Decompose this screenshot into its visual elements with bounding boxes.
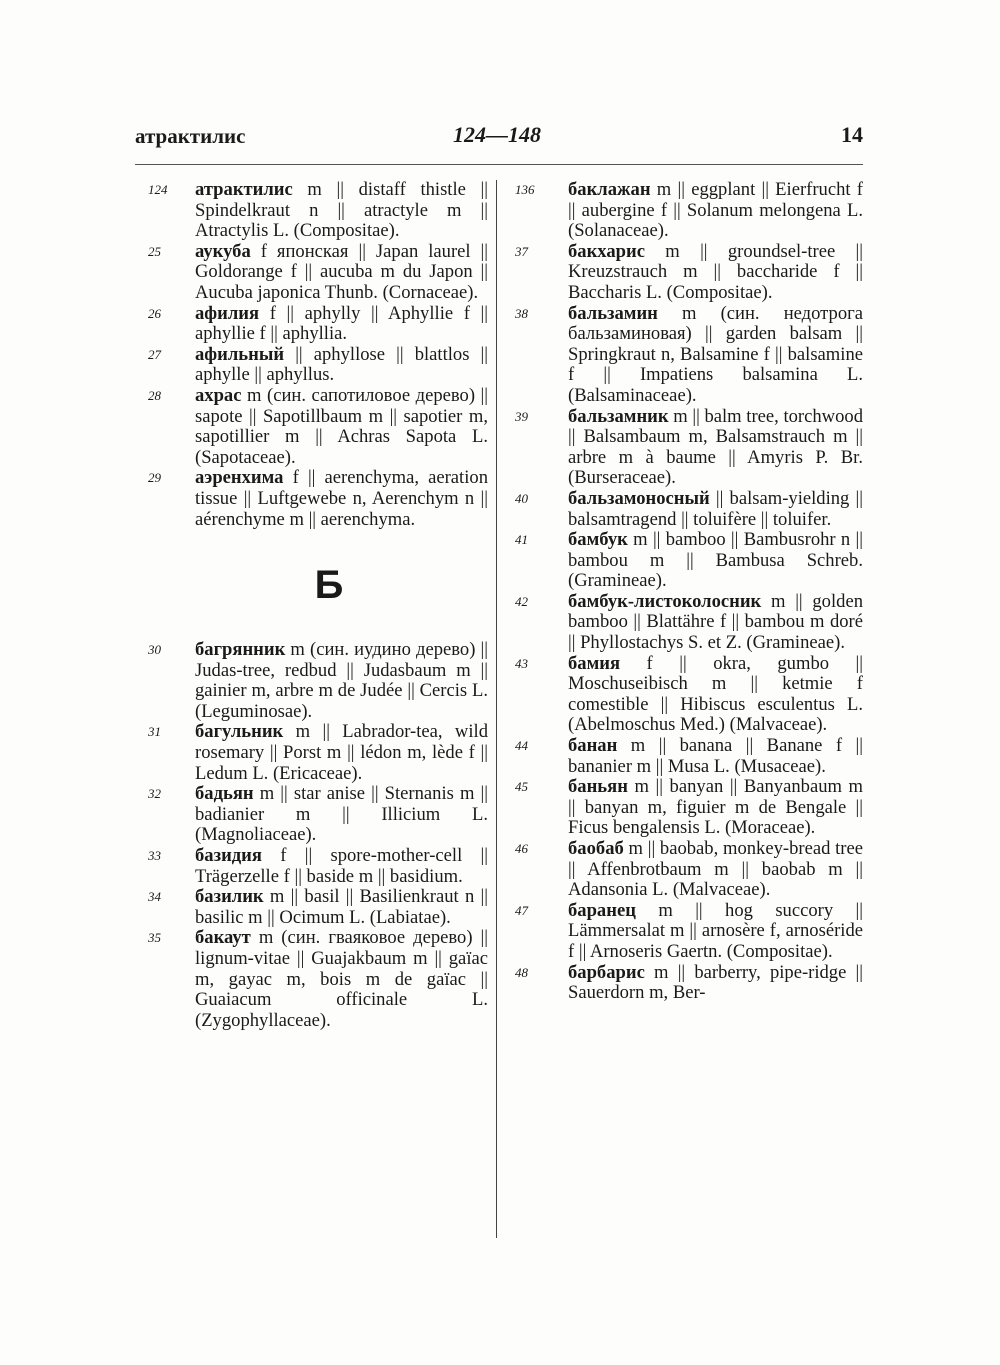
entry-number: 41 (515, 532, 528, 548)
page-number: 14 (841, 122, 863, 147)
entry-number: 124 (148, 182, 168, 197)
entry-definition: m (син. иудино дерево) || Judas-tree, redbud || Judasbaum m || gainier m, arbre m de Judée || Cercis L. (Leguminosae). (195, 639, 488, 722)
dictionary-entry (513, 654, 863, 736)
entry-definition: m || distaff thistle || Spindelkraut n || atractyle m || Atractylis L. (Compositae). (195, 179, 488, 242)
entry-headword: афильный (195, 343, 285, 365)
dictionary-entry (140, 928, 488, 1031)
entry-definition: m || balm tree, torchwood || Balsambaum m, Balsamstrauch m || arbre m à baume || Amyris P. Br. (Burseraceae). (568, 405, 863, 489)
dictionary-entry (513, 242, 863, 304)
entry-headword: багульник (195, 721, 284, 743)
dictionary-entry (513, 839, 863, 901)
entry-headword: бадьян (195, 783, 254, 805)
entry-number: 30 (148, 642, 161, 658)
entry-definition: m || golden bamboo || Blattähre f || bambou m doré || Phyllostachys S. et Z. (Gramineae). (568, 590, 863, 654)
entry-number: 37 (515, 243, 528, 259)
entry-definition: m (син. недотрога бальзаминовая) || garden balsam || Springkraut n, Balsamine f || balsamine f || Impatiens balsamina L. (Balsaminaceae). (568, 302, 863, 406)
entry-definition: m || eggplant || Eierfrucht f || aubergine f || Solanum melongena L. (Solanaceae). (568, 179, 863, 242)
entry-definition: f || spore-mother-cell || Trägerzelle f || baside m || basidium. (195, 845, 488, 887)
letter-section-heading: Б (314, 563, 344, 608)
dictionary-entry (513, 736, 863, 777)
entry-number: 42 (515, 593, 528, 609)
entry-headword: бакаут (195, 927, 251, 949)
entry-headword: багрянник (195, 639, 286, 661)
entry-headword: барбарис (568, 961, 645, 983)
entry-definition: m || baobab, monkey-bread tree || Affenbrotbaum m || baobab m || Adansonia L. (Malvaceae). (568, 838, 863, 901)
entry-definition: f || okra, gumbo || Moschuseibisch m || ketmie f comestible || Hibiscus esculentus L. (Abelmoschus Med.) (Malvaceae). (568, 652, 863, 736)
entry-definition: m || basil || Basilienkraut n || basilic m || Ocimum L. (Labiatae). (195, 886, 488, 928)
entry-headword: баклажан (568, 179, 651, 200)
entry-number: 136 (515, 182, 535, 197)
dictionary-entry (513, 777, 863, 839)
entry-number: 39 (515, 408, 528, 424)
entry-number: 45 (515, 779, 528, 795)
dictionary-entry (513, 407, 863, 489)
dictionary-entry (513, 963, 863, 1004)
header-headword: атрактилис (135, 124, 246, 148)
entry-headword: банан (568, 735, 618, 757)
entry-headword: ахрас (195, 384, 242, 406)
entry-headword: баобаб (568, 838, 624, 859)
entry-headword: бальзамоносный (568, 487, 710, 509)
entry-number: 29 (148, 470, 161, 486)
dictionary-entry (140, 345, 488, 386)
entry-number: 32 (148, 786, 161, 802)
entry-headword: базилик (195, 886, 264, 908)
entry-definition: f || aerenchyma, aeration tissue || Luftgewebe n, Aerenchym n || aérenchyme m || aerenchyma. (195, 467, 488, 530)
dictionary-entry (513, 489, 863, 530)
column-divider (496, 180, 497, 1238)
entry-definition: || aphyllose || blattlos || aphylle || aphyllus. (195, 343, 488, 386)
dictionary-entry (140, 722, 488, 784)
entry-headword: баранец (568, 899, 636, 921)
right-column (513, 180, 863, 1004)
dictionary-entry (140, 304, 488, 345)
dictionary-entry (513, 304, 863, 407)
entry-headword: атрактилис (195, 179, 293, 200)
left-column (140, 180, 488, 1031)
entry-definition: m || banana || Banane f || bananier m || Musa L. (Musaceae). (568, 735, 863, 777)
entry-headword: бамбук-листоколосник (568, 590, 762, 612)
header-rule (135, 164, 863, 165)
entry-definition: m || hog succory || Lämmersalat m || arnosère f, arnoséride f || Arnoseris Gaertn. (Compositae). (568, 899, 863, 962)
entry-number: 48 (515, 964, 528, 980)
entry-headword: афилия (195, 302, 260, 324)
dictionary-entry (140, 640, 488, 722)
dictionary-entry (140, 386, 488, 468)
entry-headword: баньян (568, 776, 628, 798)
entry-number: 47 (515, 902, 528, 918)
entry-definition: m || banyan || Banyanbaum m || banyan m, figuier m de Bengale || Ficus bengalensis L. (Moraceae). (568, 776, 863, 839)
entry-number: 25 (148, 243, 161, 259)
entry-number: 38 (515, 305, 528, 321)
entry-number: 26 (148, 305, 161, 321)
dictionary-entry (513, 180, 863, 242)
entry-definition: m || Labrador-tea, wild rosemary || Porst m || lédon m, lède f || Ledum L. (Ericaceae). (195, 721, 488, 784)
entry-number: 35 (148, 930, 161, 946)
entry-definition: f японская || Japan laurel || Goldorange f || aucuba m du Japon || Aucuba japonica Thunb. (Cornaceae). (195, 240, 488, 303)
entry-definition: m || star anise || Sternanis m || badianier m || Illicium L. (Magnoliaceae). (195, 783, 488, 846)
dictionary-entry (513, 901, 863, 963)
entry-number: 31 (148, 724, 161, 740)
entry-number: 34 (148, 889, 161, 905)
entry-headword: базидия (195, 845, 262, 867)
entry-headword: бакхарис (568, 240, 645, 262)
entry-number: 27 (148, 346, 161, 362)
entry-number: 46 (515, 841, 528, 856)
entry-headword: аукуба (195, 240, 251, 262)
entry-definition: m || bamboo || Bambusrohr n || bambou m || Bambusa Schreb. (Gramineae). (568, 529, 863, 592)
entry-number: 33 (148, 848, 161, 864)
dictionary-entry (140, 784, 488, 846)
entry-headword: бальзамин (568, 302, 658, 324)
dictionary-entry (140, 846, 488, 887)
dictionary-entry (140, 180, 488, 242)
entry-headword: бамбук (568, 529, 628, 551)
entry-headword: аэренхима (195, 467, 284, 489)
entry-number: 43 (515, 655, 528, 671)
entry-number: 44 (515, 738, 528, 754)
entry-definition: || balsam-yielding || balsamtragend || toluifère || toluifer. (568, 487, 863, 530)
entry-headword: бамия (568, 652, 621, 674)
entry-number: 40 (515, 490, 528, 506)
running-header (135, 120, 863, 156)
header-entry-range: 124—148 (453, 122, 541, 147)
dictionary-entry (140, 468, 488, 530)
dictionary-entry (513, 530, 863, 592)
entry-definition: m (син. гваяковое дерево) || lignum-vitae || Guajakbaum m || gaïac m, gayac m, bois m de gaïac || Guaiacum officinale L. (Zygophyllaceae). (195, 927, 488, 1031)
entry-definition: m (син. сапотиловое дерево) || sapote || Sapotillbaum m || sapotier m, sapotillier m || Achras Sapota L. (Sapotaceae). (195, 384, 488, 468)
dictionary-entry (140, 887, 488, 928)
entry-definition: m || groundsel-tree || Kreuzstrauch m || baccharide f || Baccharis L. (Compositae). (568, 240, 863, 303)
dictionary-entry (513, 592, 863, 654)
entry-headword: бальзамник (568, 405, 669, 427)
entry-number: 28 (148, 387, 161, 403)
entry-definition: f || aphylly || Aphyllie f || aphyllie f || aphyllia. (195, 302, 488, 345)
dictionary-entry (140, 242, 488, 304)
entry-definition: m || barberry, pipe-ridge || Sauerdorn m, Ber- (568, 961, 863, 1004)
